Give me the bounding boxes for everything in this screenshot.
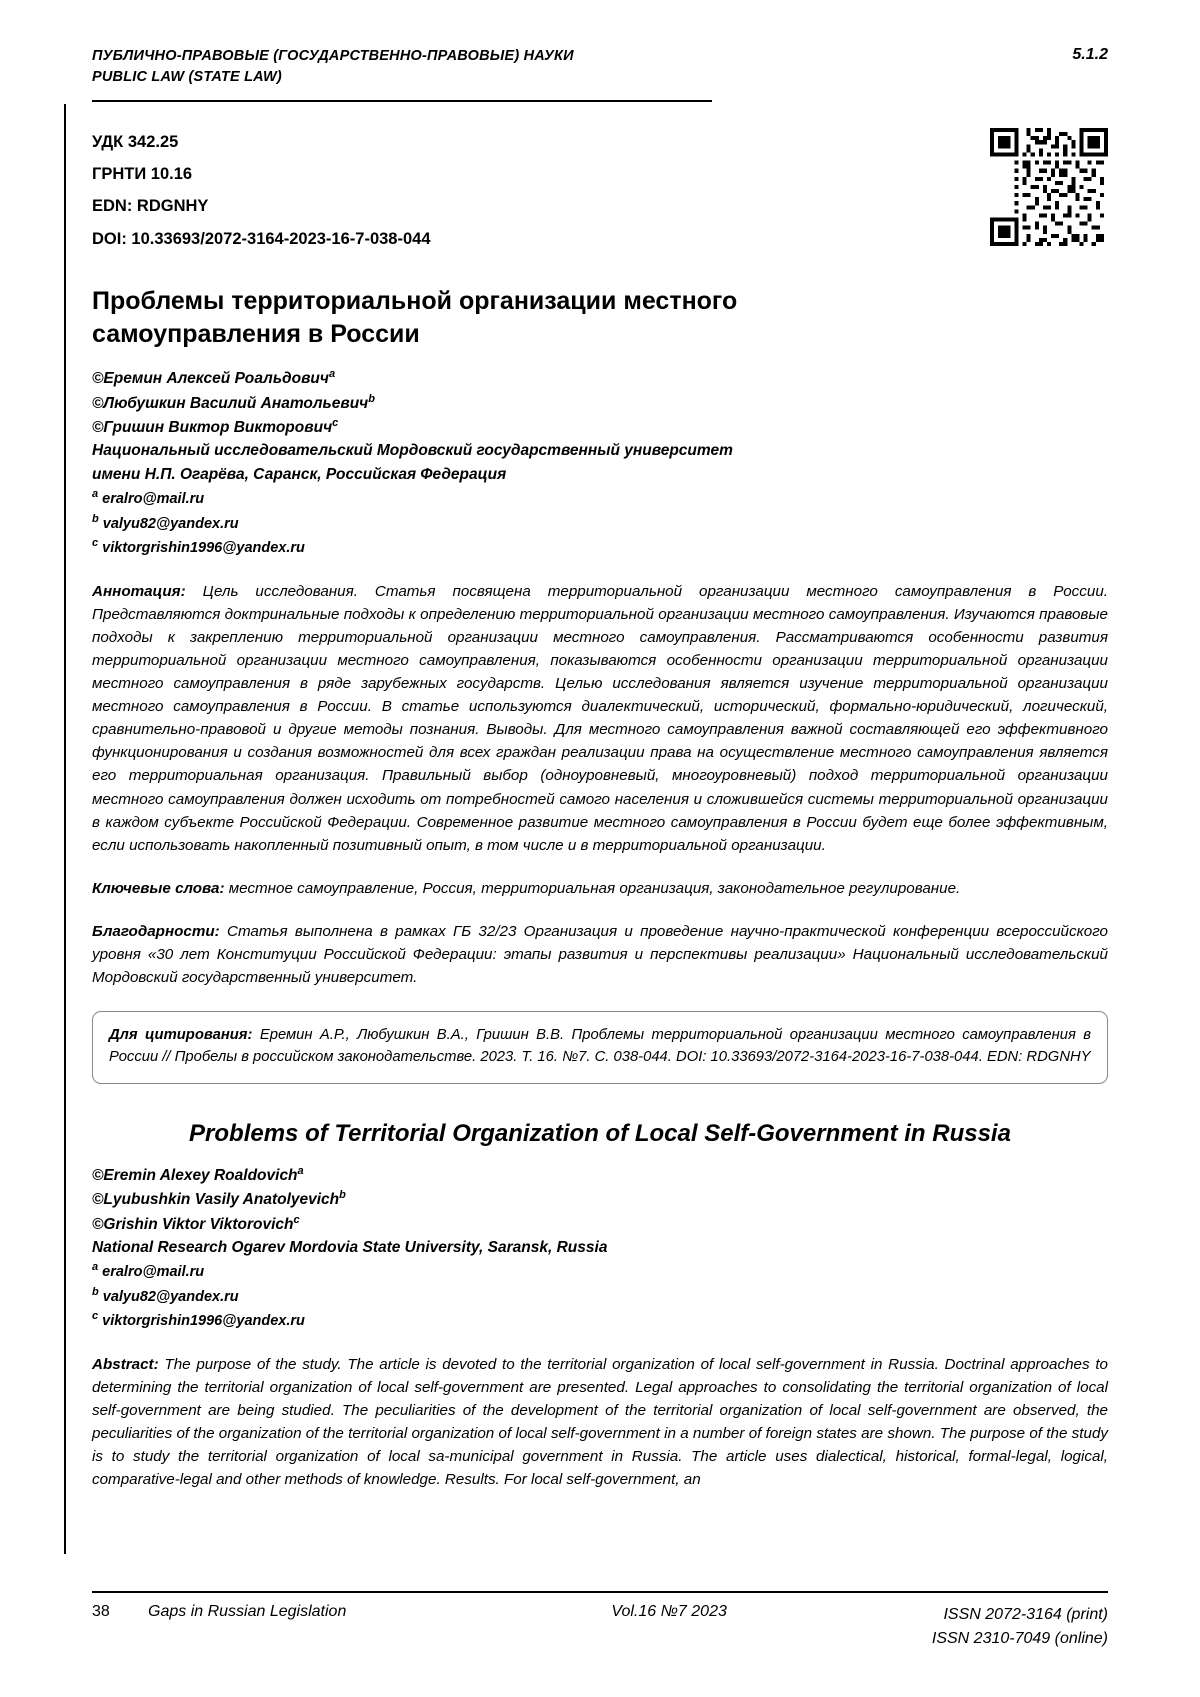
email-sup: a [92,1261,99,1274]
author-sup: a [297,1164,304,1177]
author-sup: c [332,417,339,430]
page-header [92,46,1108,88]
author-item [92,1163,1108,1187]
abstract-ru [92,580,1108,857]
grnti-line: ГРНТИ 10.16 [92,165,193,184]
citation-box [92,1011,1108,1083]
email-value[interactable]: eralro@mail.ru [102,1264,205,1281]
author-item [92,1212,1108,1236]
email-value[interactable]: viktorgrishin1996@yandex.ru [102,1313,305,1330]
email-sup: c [92,537,99,550]
email-sup: b [92,512,99,525]
section-heading-ru: ПУБЛИЧНО-ПРАВОВЫЕ (ГОСУДАРСТВЕННО-ПРАВОВЫЕ) НАУКИ [92,48,574,64]
acknowledgements-ru [92,920,1108,989]
acknowledgements-label-ru: Благодарности: [92,922,220,940]
doi-line: DOI: 10.33693/2072-3164-2023-16-7-038-044 [92,229,431,248]
affiliation-line: Национальный исследовательский Мордовский государственный университет [92,442,733,460]
udk-line: УДК 342.25 [92,133,179,152]
author-name: ©Eremin Alexey Roaldovich [92,1166,298,1184]
email-sup: c [92,1310,99,1323]
author-email [92,535,1108,560]
citation-label: Для цитирования: [109,1027,253,1044]
author-name: ©Еремин Алексей Роальдович [92,370,329,388]
journal-name: Gaps in Russian Legislation [148,1603,347,1620]
abstract-text-ru: Цель исследования. Статья посвящена территориальной организации местного самоуправления в России. Представляются доктринальные подходы к определению территориальной организации местного самоуправления. Изучаются правовые подходы к закреплению территориальной организации местного самоуправления. Рассматриваются особенности развития территориальной организации местного самоуправления, показываются особенности организации территориальной организации местного самоуправления в ряде зарубежных государств. Целью исследования является изучение территориальной организации местного самоуправления в России. В статье используются диалектический, исторический, формально-юридический, логический, сравнительно-правовой и другие методы познания. Выводы. Для местного самоуправления важной составляющей его эффективного функционирования и создания возможностей для всех граждан реализации права на осуществление местного самоуправления является его территориальная организация. Правильный выбор (одноуровневый, многоуровневый) подход территориальной организации местного самоуправления должен исходить от потребностей самого населения и сложившейся системы территориальной организации в каждом субъекте Российской Федерации. Современное развитие местного самоуправления в России будет еще более эффективным, если использовать накопленный позитивный опыт, в том числе и в территориальной организации. [92,582,1108,854]
issn-print: ISSN 2072-3164 (print) [943,1606,1108,1623]
email-value[interactable]: eralro@mail.ru [102,490,205,507]
author-sup: b [368,392,375,405]
keywords-ru [92,877,1108,900]
keywords-label-ru: Ключевые слова: [92,879,225,897]
qr-code-icon [990,128,1108,246]
section-code: 5.1.2 [1072,46,1108,63]
abstract-label-en: Abstract: [92,1355,159,1373]
footer-divider [92,1591,1108,1593]
author-item [92,415,1108,439]
email-value[interactable]: valyu82@yandex.ru [102,1288,239,1305]
email-sup: a [92,487,99,500]
author-email [92,1284,1108,1309]
email-value[interactable]: valyu82@yandex.ru [102,515,239,532]
issn-block [932,1603,1108,1651]
authors-ru [92,366,1108,559]
abstract-en [92,1353,1108,1492]
author-name: ©Grishin Viktor Viktorovich [92,1215,294,1233]
acknowledgements-text-ru: Статья выполнена в рамках ГБ 32/23 Организация и проведение научно-практической конференции всероссийского уровня «30 лет Конституции Российской Федерации: этапы развития и перспективы реализации» Национальный исследовательский Мордовский государственный университет. [92,922,1108,987]
author-name: ©Lyubushkin Vasily Anatolyevich [92,1191,340,1209]
author-sup: c [293,1213,300,1226]
edn-line: EDN: RDGNHY [92,197,209,216]
author-sup: b [339,1189,346,1202]
email-value[interactable]: viktorgrishin1996@yandex.ru [102,539,305,556]
abstract-text-en: The purpose of the study. The article is devoted to the territorial organization of local self-government in Russia. Doctrinal approaches to determining the territorial organization of local self-government are presented. Legal approaches to consolidating the territorial organization of local self-government are being studied. The peculiarities of the development of the territorial organization of local self-government are observed, the peculiarities of the organization of the territorial organization of local self-government in a number of foreign states are shown. The purpose of the study is to study the territorial organization of local sa-municipal government in Russia. The article uses dialectical, historical, formal-legal, logical, comparative-legal and other methods of knowledge. Results. For local self-government, an [92,1355,1108,1489]
article-metadata [92,126,1108,255]
author-item [92,1187,1108,1211]
author-name: ©Гришин Виктор Викторович [92,419,333,437]
affiliation-line: имени Н.П. Огарёва, Саранск, Российская Федерация [92,465,507,483]
author-email [92,1259,1108,1284]
email-sup: b [92,1285,99,1298]
author-email [92,1308,1108,1333]
citation-text: Еремин А.Р., Любушкин В.А., Гришин В.В. Проблемы территориальной организации местного самоуправления в России // Пробелы в российском законодательстве. 2023. Т. 16. №7. С. 038-044. DOI: 10.33693/2072-3164-2023-16-7-038-044. EDN: RDGNHY [109,1027,1091,1066]
author-item [92,391,1108,415]
author-sup: a [328,368,336,381]
keywords-text-ru: местное самоуправление, Россия, территориальная организация, законодательное регулирование. [224,879,961,897]
author-email [92,486,1108,511]
author-item [92,366,1108,390]
abstract-label-ru: Аннотация: [92,582,186,600]
author-email [92,511,1108,536]
authors-en [92,1163,1108,1333]
page-title-ru: Проблемы территориальной организации местного самоуправления в России [92,286,738,349]
issn-online: ISSN 2310-7049 (online) [931,1630,1108,1647]
section-heading [92,46,574,88]
page-title-en: Problems of Territorial Organization of Local Self-Government in Russia [189,1119,1011,1147]
author-name: ©Любушкин Василий Анатольевич [92,394,369,412]
page-footer [92,1591,1108,1651]
page-number: 38 [92,1603,110,1620]
left-margin-rule [64,104,66,1554]
section-heading-en: PUBLIC LAW (STATE LAW) [92,69,282,86]
volume-issue: Vol.16 №7 2023 [611,1603,727,1620]
affiliation-line: National Research Ogarev Mordovia State University, Saransk, Russia [92,1238,608,1256]
header-divider [92,100,712,102]
